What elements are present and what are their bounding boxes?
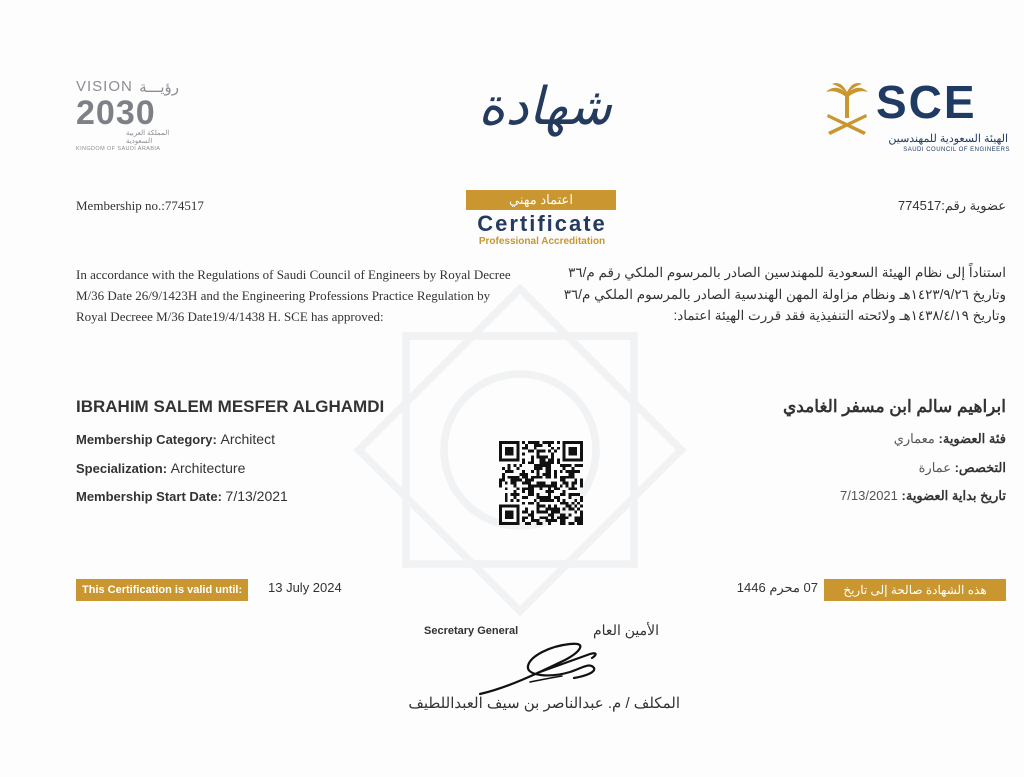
specialization-row-ar [706, 460, 1006, 476]
sce-name-ar: الهيئة السعودية للمهندسين [888, 133, 1008, 145]
start-date-value-en: 7/13/2021 [225, 488, 288, 504]
specialization-value-en: Architecture [170, 460, 246, 476]
handwritten-signature [470, 632, 610, 702]
start-date-label-ar: تاريخ بداية العضوية: [901, 488, 1006, 503]
subtitle-en: Professional Accreditation [478, 236, 606, 247]
start-date-value-ar: 7/13/2021 [840, 488, 898, 503]
valid-until-label-en: This Certification is valid until: [76, 579, 248, 601]
vision-label-ar: رؤيـــة [139, 79, 179, 96]
specialization-label-en: Specialization: [76, 461, 168, 476]
vision-label-en: VISION [76, 78, 133, 95]
sce-letters: SCE [876, 76, 977, 128]
start-date-row-en [76, 488, 288, 504]
qr-code-icon[interactable] [499, 441, 583, 525]
membership-value-en: 774517 [164, 198, 204, 213]
title-ar: شهادة [478, 79, 612, 136]
secretary-general-title-ar: الأمين العام [593, 622, 659, 638]
secretary-general-title-en: Secretary General [424, 625, 519, 637]
category-label-en: Membership Category: [76, 432, 217, 447]
category-value-ar: معماري [893, 431, 935, 446]
title-en: Certificate [477, 211, 607, 236]
start-date-row-ar [706, 488, 1006, 504]
sce-logo [824, 78, 1014, 158]
category-row-en [76, 431, 275, 447]
category-value-en: Architect [220, 431, 275, 447]
start-date-label-en: Membership Start Date: [76, 489, 222, 504]
preamble-ar: استناداً إلى نظام الهيئة السعودية للمهندسين الصادر بالمرسوم الملكي رقم م/٣٦ وتاريخ ١٤٢٣/٩/٢٦هـ ونظام مزاولة المهن الهندسية الصادر بالمرسوم الملكي م/٣٦ وتاريخ ١٤٣٨/٤/١٩هـ ولائحته التنفيذية فقد قررت الهيئة اعتماد: [563, 265, 1006, 323]
vision-sub-ar: المملكة العربية السعودية [126, 130, 170, 145]
palm-swords-icon [824, 80, 870, 136]
valid-until-date-en: 13 July 2024 [268, 580, 342, 595]
valid-until-date-ar: 07 محرم 1446 [736, 580, 818, 595]
specialization-value-ar: عمارة [918, 460, 951, 475]
membership-value-ar: 774517 [897, 198, 942, 213]
signer-name-ar: المكلف / م. عبدالناصر بن سيف العبداللطيف [408, 695, 680, 712]
membership-label-ar: عضوية رقم: [941, 198, 1006, 213]
vision-sub-en: KINGDOM OF SAUDI ARABIA [76, 146, 161, 152]
preamble-en: In accordance with the Regulations of Saudi Council of Engineers by Royal Decree M/36 Date 26/9/1423H and the Engineering Professions Practice Regulation by Royal Decreee M/36 Date19/4/1438 H. SCE has approved: [76, 267, 511, 324]
category-label-ar: فئة العضوية: [938, 431, 1006, 446]
specialization-row-en [76, 460, 245, 476]
holder-name-en: IBRAHIM SALEM MESFER ALGHAMDI [76, 397, 385, 416]
membership-number-en [76, 198, 204, 214]
valid-until-label-ar: هذه الشهادة صالحة إلى تاريخ [824, 579, 1006, 601]
membership-label-en: Membership no.: [76, 198, 165, 213]
sce-name-en: SAUDI COUNCIL OF ENGINEERS [903, 147, 1010, 153]
holder-name-ar: ابراهيم سالم ابن مسفر الغامدي [782, 397, 1006, 416]
professional-accreditation-badge-ar: اعتماد مهني [466, 190, 616, 210]
specialization-label-ar: التخصص: [954, 460, 1006, 475]
vision-year: 2030 [76, 94, 156, 132]
membership-number-ar [780, 198, 1006, 214]
category-row-ar [706, 431, 1006, 447]
vision-2030-logo [76, 78, 196, 150]
